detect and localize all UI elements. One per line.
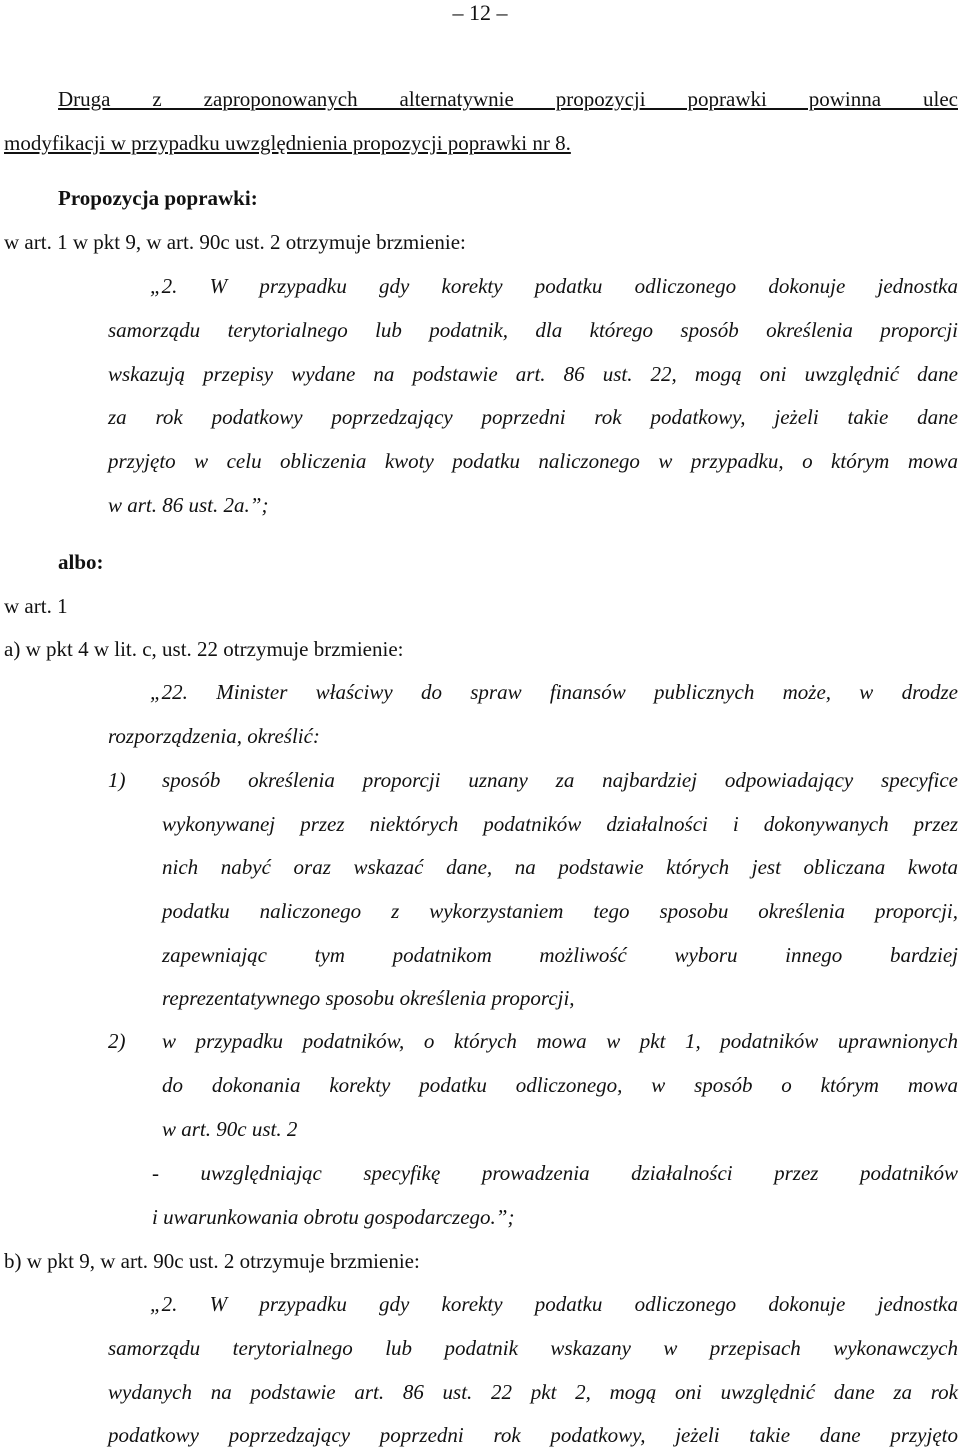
closing-line: i uwarunkowania obrotu gospodarczego.”;	[152, 1205, 515, 1229]
heading-alternative: albo:	[58, 550, 104, 574]
list-item-line: nich nabyć oraz wskazać dane, na podstawie których jest obliczana kwota	[162, 855, 958, 879]
instruction-line: a) w pkt 4 w lit. c, ust. 22 otrzymuje brzmienie:	[4, 637, 404, 661]
quote-line: „22. Minister właściwy do spraw finansów publicznych może, w drodze	[150, 680, 958, 704]
quote-line: „2. W przypadku gdy korekty podatku odliczonego dokonuje jednostka	[150, 274, 958, 298]
heading-proposal: Propozycja poprawki:	[58, 186, 258, 210]
list-item-line: podatku naliczonego z wykorzystaniem tego sposobu określenia proporcji,	[162, 899, 958, 923]
list-item-line: do dokonania korekty podatku odliczonego, w sposób o którym mowa	[162, 1073, 958, 1097]
quote-line: za rok podatkowy poprzedzający poprzedni rok podatkowy, jeżeli takie dane	[108, 405, 958, 429]
quote-line: w art. 86 ust. 2a.”;	[108, 493, 269, 517]
instruction-line: w art. 1	[4, 594, 68, 618]
list-item-line: zapewniając tym podatnikom możliwość wyboru innego bardziej	[162, 943, 958, 967]
intro-line: modyfikacji w przypadku uwzględnienia propozycji poprawki nr 8.	[4, 131, 571, 155]
quote-line: podatkowy poprzedzający poprzedni rok podatkowy, jeżeli takie dane przyjęto	[108, 1423, 958, 1447]
list-number: 2)	[108, 1029, 126, 1053]
quote-line: samorządu terytorialnego lub podatnik wskazany w przepisach wykonawczych	[108, 1336, 958, 1360]
list-item-line: w przypadku podatników, o których mowa w pkt 1, podatników uprawnionych	[162, 1029, 958, 1053]
quote-line: przyjęto w celu obliczenia kwoty podatku naliczonego w przypadku, o którym mowa	[108, 449, 958, 473]
page-number: – 12 –	[452, 0, 508, 25]
quote-line: wydanych na podstawie art. 86 ust. 22 pkt 2, mogą oni uwzględnić dane za rok	[108, 1380, 958, 1404]
closing-line: - uwzględniając specyfikę prowadzenia działalności przez podatników	[152, 1161, 958, 1185]
list-item-line: reprezentatywnego sposobu określenia proporcji,	[162, 986, 575, 1010]
list-item-line: sposób określenia proporcji uznany za najbardziej odpowiadający specyfice	[162, 768, 958, 792]
quote-line: rozporządzenia, określić:	[108, 724, 320, 748]
instruction-line: b) w pkt 9, w art. 90c ust. 2 otrzymuje brzmienie:	[4, 1249, 420, 1273]
list-number: 1)	[108, 768, 126, 792]
quote-line: „2. W przypadku gdy korekty podatku odliczonego dokonuje jednostka	[150, 1292, 958, 1316]
list-item-line: w art. 90c ust. 2	[162, 1117, 298, 1141]
intro-line: Druga z zaproponowanych alternatywnie propozycji poprawki powinna ulec	[58, 87, 958, 111]
quote-line: wskazują przepisy wydane na podstawie art. 86 ust. 22, mogą oni uwzględnić dane	[108, 362, 958, 386]
quote-line: samorządu terytorialnego lub podatnik, dla którego sposób określenia proporcji	[108, 318, 958, 342]
instruction-line: w art. 1 w pkt 9, w art. 90c ust. 2 otrzymuje brzmienie:	[4, 230, 466, 254]
list-item-line: wykonywanej przez niektórych podatników działalności i dokonywanych przez	[162, 812, 958, 836]
